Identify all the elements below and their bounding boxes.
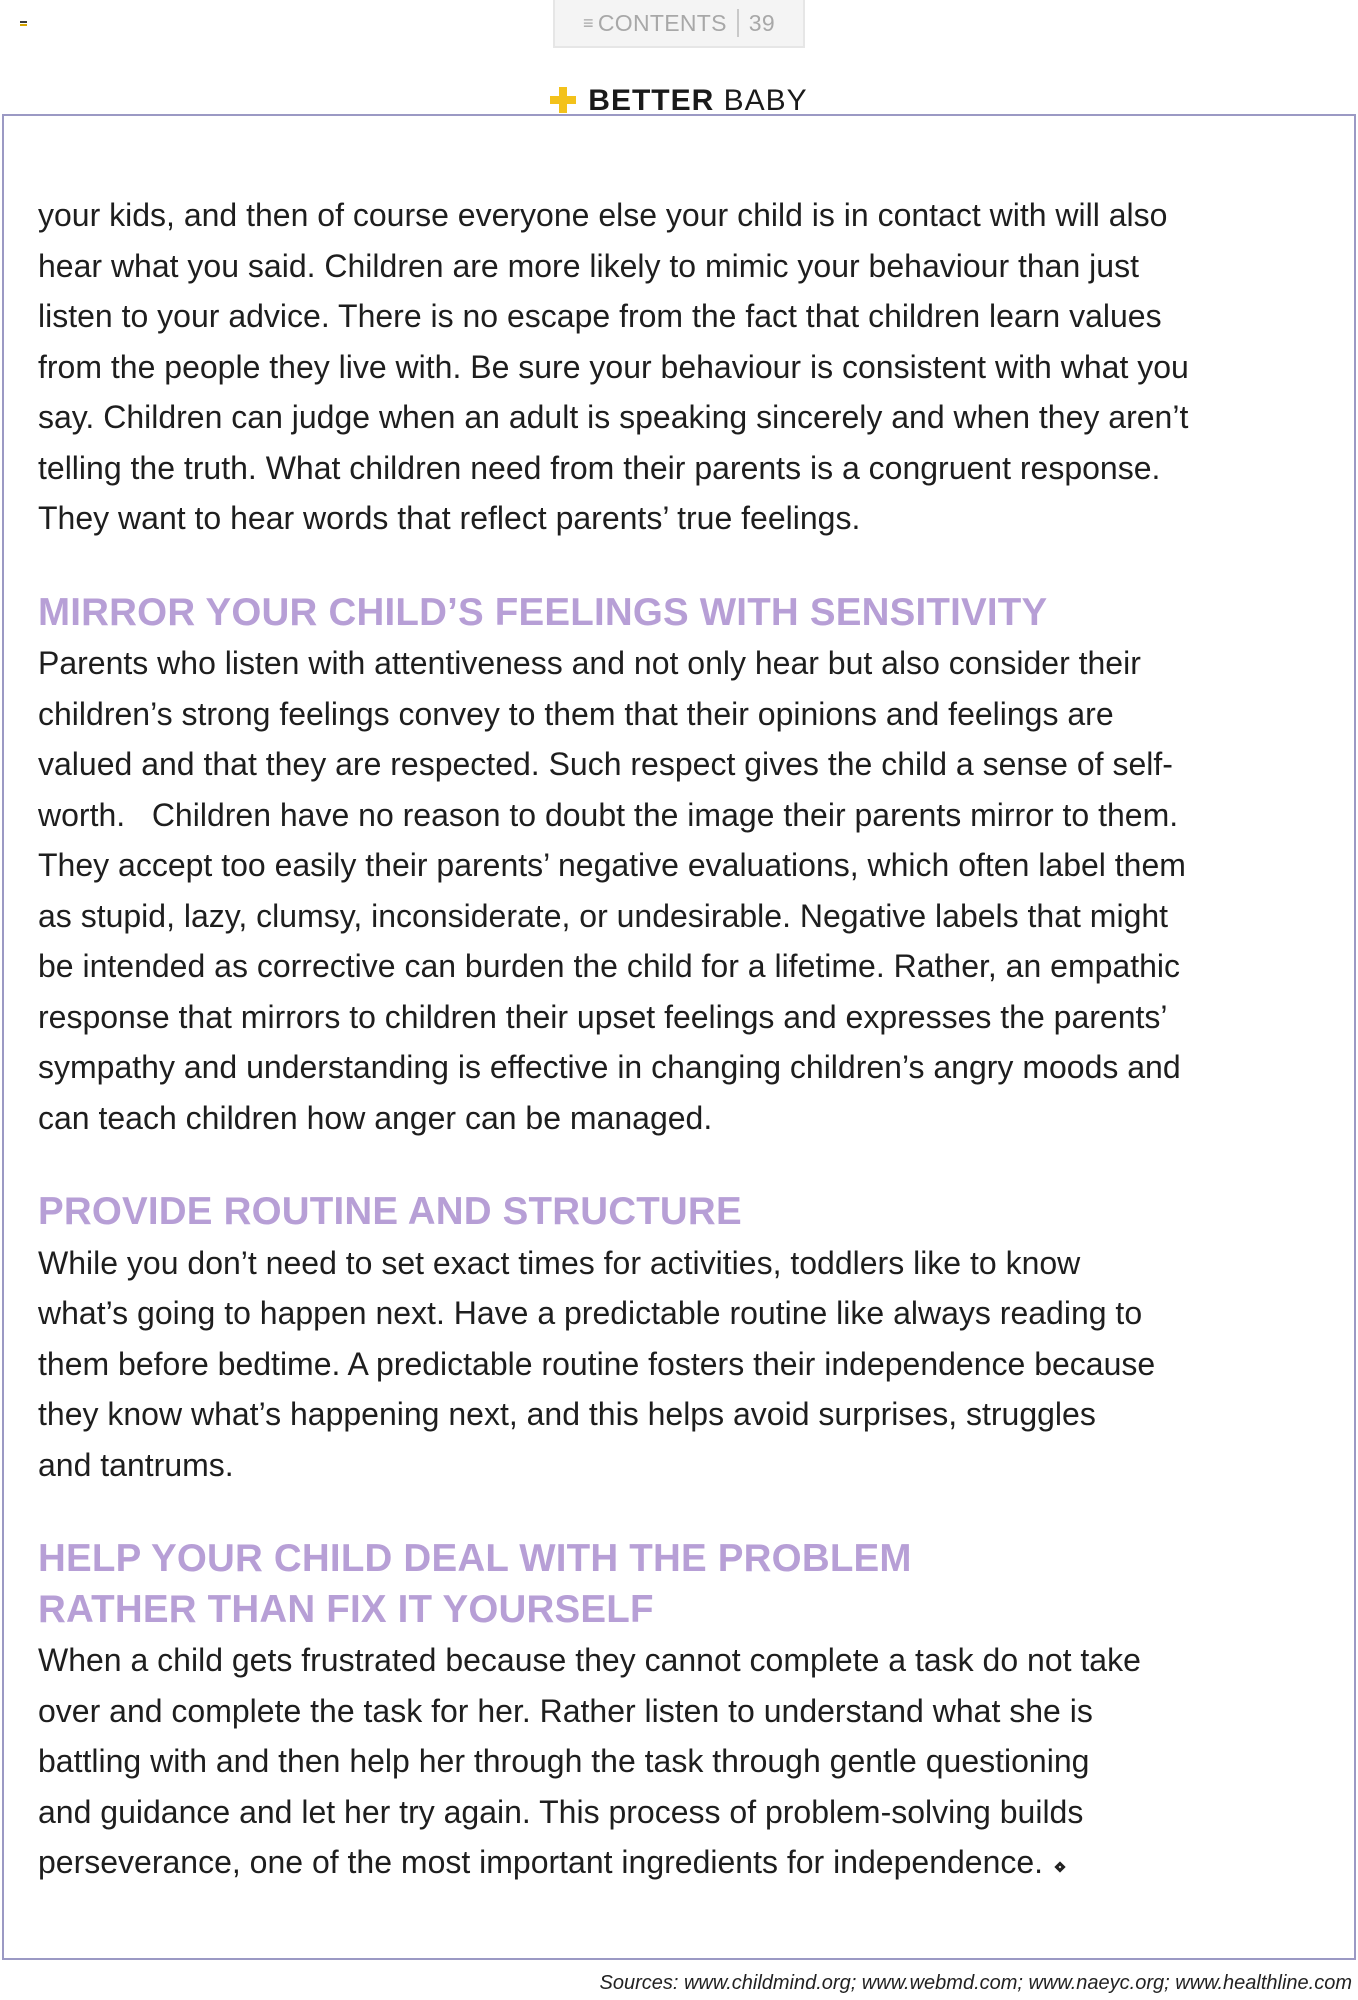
section-heading: HELP YOUR CHILD DEAL WITH THE PROBLEM: [38, 1537, 912, 1580]
contents-label: CONTENTS: [597, 9, 727, 36]
menu-icon: ≡: [583, 12, 594, 33]
article-sections: [38, 544, 1328, 1888]
body-line: telling the truth. What children need from their parents is a congruent response.: [38, 449, 1161, 486]
body-line: your kids, and then of course everyone else your child is in contact with will also: [38, 197, 1168, 233]
body-line: [38, 1686, 1328, 1737]
body-line-text: When a child gets frustrated because they cannot complete a task do not take: [38, 1642, 1141, 1678]
page-number: 39: [748, 9, 775, 36]
end-mark-icon: [1053, 1860, 1067, 1874]
section-gap: [38, 1143, 1328, 1187]
divider: [737, 9, 739, 37]
article-section: [38, 1187, 1328, 1490]
brand-bold: BETTER: [588, 84, 715, 117]
body-line: [38, 1736, 1328, 1787]
body-line: [38, 1093, 1328, 1144]
body-line-text: them before bedtime. A predictable routine fosters their independence because: [38, 1345, 1156, 1382]
section-gap: [38, 544, 1328, 588]
body-line: say. Children can judge when an adult is speaking sincerely and when they aren’t: [38, 399, 1189, 435]
plus-cross-icon: [550, 87, 576, 113]
body-line: [38, 1042, 1328, 1093]
body-line: from the people they live with. Be sure your behaviour is consistent with what you: [38, 348, 1189, 385]
body-line-text: children’s strong feelings convey to them that their opinions and feelings are: [38, 695, 1114, 732]
body-line: [38, 1288, 1328, 1339]
body-line-text: what’s going to happen next. Have a predictable routine like always reading to: [38, 1295, 1143, 1331]
body-line-text: as stupid, lazy, clumsy, inconsiderate, or undesirable. Negative labels that might: [38, 897, 1169, 934]
body-line: [38, 739, 1328, 790]
body-line: [38, 1837, 1328, 1888]
body-line: [38, 840, 1328, 891]
body-line: They want to hear words that reflect parents’ true feelings.: [38, 500, 861, 536]
body-line-text: be intended as corrective can burden the child for a lifetime. Rather, an empathic: [38, 948, 1180, 984]
body-line: [38, 790, 1328, 841]
body-line: [38, 1787, 1328, 1838]
section-heading: PROVIDE ROUTINE AND STRUCTURE: [38, 1190, 742, 1233]
body-line-text: sympathy and understanding is effective in changing children’s angry moods and: [38, 1049, 1181, 1085]
contents-button[interactable]: [553, 0, 805, 48]
body-line: [38, 1635, 1328, 1686]
body-line-text: While you don’t need to set exact times for activities, toddlers like to know: [38, 1244, 1081, 1281]
body-line-text: worth. Children have no reason to doubt the image their parents mirror to them.: [38, 796, 1179, 833]
body-line: hear what you said. Children are more likely to mimic your behaviour than just: [38, 247, 1139, 284]
body-line-text: and tantrums.: [38, 1446, 234, 1483]
body-line-text: Parents who listen with attentiveness and not only hear but also consider their: [38, 645, 1141, 681]
body-line-text: valued and that they are respected. Such respect gives the child a sense of self-: [38, 746, 1173, 782]
body-line-text: They accept too easily their parents’ negative evaluations, which often label them: [38, 847, 1186, 883]
body-line: [38, 1238, 1328, 1289]
sources-footnote: Sources: www.childmind.org; www.webmd.com; www.naeyc.org; www.healthline.com: [599, 1972, 1352, 1994]
body-line-text: perseverance, one of the most important ingredients for independence.: [38, 1844, 1044, 1880]
body-line-text: and guidance and let her try again. This process of problem-solving builds: [38, 1793, 1084, 1830]
section-gap: [38, 1490, 1328, 1534]
article-section: [38, 588, 1328, 1144]
article-section: [38, 1534, 1328, 1888]
body-line: listen to your advice. There is no escape from the fact that children learn values: [38, 298, 1162, 334]
body-line: [38, 1440, 1328, 1491]
article-body: [38, 190, 1328, 1888]
app-menu-icon[interactable]: [20, 21, 27, 28]
magazine-brand: [0, 84, 1358, 118]
body-line-text: response that mirrors to children their upset feelings and expresses the parents’: [38, 998, 1168, 1035]
body-line: [38, 1339, 1328, 1390]
body-line: [38, 638, 1328, 689]
body-line-text: they know what’s happening next, and this helps avoid surprises, struggles: [38, 1396, 1096, 1432]
brand-light: BABY: [723, 84, 808, 117]
body-line: [38, 1389, 1328, 1440]
body-line: [38, 689, 1328, 740]
body-line-text: can teach children how anger can be managed.: [38, 1099, 713, 1136]
body-line-text: over and complete the task for her. Rather listen to understand what she is: [38, 1692, 1093, 1729]
intro-paragraph: [38, 190, 1328, 544]
body-line: [38, 891, 1328, 942]
body-line-text: battling with and then help her through the task through gentle questioning: [38, 1743, 1090, 1779]
section-heading: RATHER THAN FIX IT YOURSELF: [38, 1587, 654, 1631]
body-line: [38, 992, 1328, 1043]
section-heading: MIRROR YOUR CHILD’S FEELINGS WITH SENSITIVITY: [38, 590, 1048, 634]
body-line: [38, 941, 1328, 992]
